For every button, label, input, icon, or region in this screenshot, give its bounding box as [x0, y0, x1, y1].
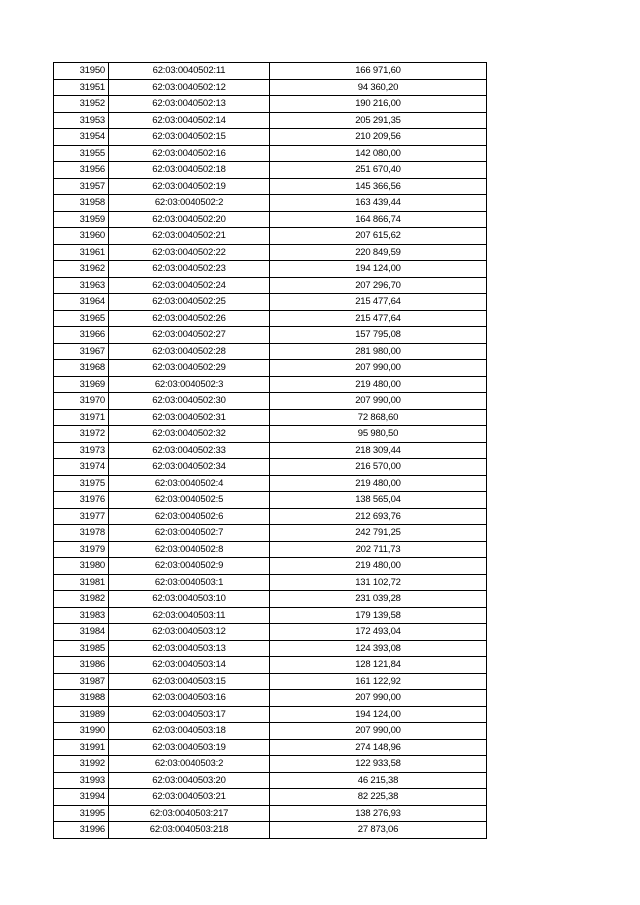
row-number-cell: 31968: [54, 360, 109, 377]
cadastral-value-cell: 219 480,00: [270, 475, 487, 492]
cadastral-number-cell: 62:03:0040502:31: [109, 409, 270, 426]
cadastral-value-cell: 207 615,62: [270, 228, 487, 245]
table-row: [54, 541, 487, 558]
cadastral-number-cell: 62:03:0040502:11: [109, 63, 270, 80]
cadastral-number-cell: 62:03:0040502:33: [109, 442, 270, 459]
row-number-cell: 31983: [54, 607, 109, 624]
cadastral-value-table: [53, 62, 487, 839]
table-row: [54, 63, 487, 80]
cadastral-value-cell: 46 215,38: [270, 772, 487, 789]
cadastral-number-cell: 62:03:0040503:20: [109, 772, 270, 789]
row-number-cell: 31957: [54, 178, 109, 195]
row-number-cell: 31967: [54, 343, 109, 360]
cadastral-value-cell: 142 080,00: [270, 145, 487, 162]
row-number-cell: 31972: [54, 426, 109, 443]
table-row: [54, 591, 487, 608]
cadastral-number-cell: 62:03:0040502:19: [109, 178, 270, 195]
row-number-cell: 31989: [54, 706, 109, 723]
cadastral-number-cell: 62:03:0040502:2: [109, 195, 270, 212]
cadastral-value-cell: 274 148,96: [270, 739, 487, 756]
cadastral-value-cell: 27 873,06: [270, 822, 487, 839]
table-row: [54, 772, 487, 789]
cadastral-number-cell: 62:03:0040502:4: [109, 475, 270, 492]
table-row: [54, 558, 487, 575]
cadastral-value-cell: 164 866,74: [270, 211, 487, 228]
cadastral-number-cell: 62:03:0040503:21: [109, 789, 270, 806]
cadastral-value-cell: 242 791,25: [270, 525, 487, 542]
cadastral-value-cell: 202 711,73: [270, 541, 487, 558]
table-row: [54, 492, 487, 509]
cadastral-number-cell: 62:03:0040503:17: [109, 706, 270, 723]
cadastral-number-cell: 62:03:0040502:13: [109, 96, 270, 113]
cadastral-value-cell: 212 693,76: [270, 508, 487, 525]
row-number-cell: 31985: [54, 640, 109, 657]
cadastral-number-cell: 62:03:0040503:15: [109, 673, 270, 690]
cadastral-value-cell: 190 216,00: [270, 96, 487, 113]
cadastral-number-cell: 62:03:0040503:14: [109, 657, 270, 674]
cadastral-number-cell: 62:03:0040503:218: [109, 822, 270, 839]
table-row: [54, 211, 487, 228]
cadastral-value-cell: 122 933,58: [270, 756, 487, 773]
cadastral-value-cell: 219 480,00: [270, 558, 487, 575]
cadastral-number-cell: 62:03:0040502:32: [109, 426, 270, 443]
row-number-cell: 31980: [54, 558, 109, 575]
cadastral-value-cell: 172 493,04: [270, 624, 487, 641]
row-number-cell: 31958: [54, 195, 109, 212]
cadastral-number-cell: 62:03:0040502:23: [109, 261, 270, 278]
cadastral-value-cell: 194 124,00: [270, 261, 487, 278]
cadastral-value-cell: 251 670,40: [270, 162, 487, 179]
row-number-cell: 31984: [54, 624, 109, 641]
row-number-cell: 31995: [54, 805, 109, 822]
cadastral-number-cell: 62:03:0040502:7: [109, 525, 270, 542]
table-row: [54, 195, 487, 212]
row-number-cell: 31978: [54, 525, 109, 542]
cadastral-number-cell: 62:03:0040503:18: [109, 723, 270, 740]
row-number-cell: 31976: [54, 492, 109, 509]
cadastral-number-cell: 62:03:0040502:30: [109, 393, 270, 410]
table-row: [54, 426, 487, 443]
row-number-cell: 31986: [54, 657, 109, 674]
table-row: [54, 789, 487, 806]
table-row: [54, 673, 487, 690]
row-number-cell: 31960: [54, 228, 109, 245]
table-row: [54, 805, 487, 822]
cadastral-value-cell: 218 309,44: [270, 442, 487, 459]
cadastral-value-cell: 138 276,93: [270, 805, 487, 822]
cadastral-value-cell: 216 570,00: [270, 459, 487, 476]
cadastral-number-cell: 62:03:0040502:16: [109, 145, 270, 162]
row-number-cell: 31965: [54, 310, 109, 327]
row-number-cell: 31963: [54, 277, 109, 294]
cadastral-value-cell: 163 439,44: [270, 195, 487, 212]
cadastral-value-cell: 128 121,84: [270, 657, 487, 674]
table-row: [54, 79, 487, 96]
cadastral-value-cell: 124 393,08: [270, 640, 487, 657]
row-number-cell: 31964: [54, 294, 109, 311]
cadastral-number-cell: 62:03:0040503:13: [109, 640, 270, 657]
table-row: [54, 475, 487, 492]
cadastral-number-cell: 62:03:0040502:8: [109, 541, 270, 558]
table-row: [54, 723, 487, 740]
cadastral-number-cell: 62:03:0040502:14: [109, 112, 270, 129]
table-body: [54, 63, 487, 839]
cadastral-number-cell: 62:03:0040502:28: [109, 343, 270, 360]
row-number-cell: 31977: [54, 508, 109, 525]
cadastral-number-cell: 62:03:0040503:10: [109, 591, 270, 608]
cadastral-number-cell: 62:03:0040502:18: [109, 162, 270, 179]
row-number-cell: 31992: [54, 756, 109, 773]
table-row: [54, 624, 487, 641]
cadastral-value-cell: 215 477,64: [270, 294, 487, 311]
row-number-cell: 31979: [54, 541, 109, 558]
row-number-cell: 31988: [54, 690, 109, 707]
row-number-cell: 31951: [54, 79, 109, 96]
cadastral-value-cell: 157 795,08: [270, 327, 487, 344]
cadastral-number-cell: 62:03:0040502:20: [109, 211, 270, 228]
table-row: [54, 822, 487, 839]
cadastral-number-cell: 62:03:0040502:29: [109, 360, 270, 377]
cadastral-value-cell: 179 139,58: [270, 607, 487, 624]
cadastral-value-cell: 205 291,35: [270, 112, 487, 129]
row-number-cell: 31961: [54, 244, 109, 261]
table-row: [54, 244, 487, 261]
cadastral-value-cell: 220 849,59: [270, 244, 487, 261]
cadastral-number-cell: 62:03:0040502:6: [109, 508, 270, 525]
cadastral-number-cell: 62:03:0040502:15: [109, 129, 270, 146]
table-row: [54, 96, 487, 113]
row-number-cell: 31991: [54, 739, 109, 756]
cadastral-value-cell: 194 124,00: [270, 706, 487, 723]
cadastral-number-cell: 62:03:0040502:21: [109, 228, 270, 245]
table-row: [54, 178, 487, 195]
row-number-cell: 31969: [54, 376, 109, 393]
table-row: [54, 756, 487, 773]
cadastral-number-cell: 62:03:0040502:34: [109, 459, 270, 476]
row-number-cell: 31955: [54, 145, 109, 162]
cadastral-number-cell: 62:03:0040502:26: [109, 310, 270, 327]
table-row: [54, 525, 487, 542]
table-row: [54, 657, 487, 674]
cadastral-number-cell: 62:03:0040503:1: [109, 574, 270, 591]
cadastral-number-cell: 62:03:0040502:25: [109, 294, 270, 311]
row-number-cell: 31956: [54, 162, 109, 179]
table-row: [54, 261, 487, 278]
table-row: [54, 294, 487, 311]
table-row: [54, 640, 487, 657]
cadastral-number-cell: 62:03:0040503:217: [109, 805, 270, 822]
cadastral-value-cell: 94 360,20: [270, 79, 487, 96]
cadastral-value-cell: 207 990,00: [270, 360, 487, 377]
cadastral-value-cell: 72 868,60: [270, 409, 487, 426]
cadastral-value-cell: 215 477,64: [270, 310, 487, 327]
table-row: [54, 327, 487, 344]
cadastral-number-cell: 62:03:0040502:12: [109, 79, 270, 96]
table-row: [54, 343, 487, 360]
row-number-cell: 31954: [54, 129, 109, 146]
row-number-cell: 31973: [54, 442, 109, 459]
table-row: [54, 706, 487, 723]
row-number-cell: 31971: [54, 409, 109, 426]
row-number-cell: 31959: [54, 211, 109, 228]
cadastral-value-cell: 207 990,00: [270, 690, 487, 707]
row-number-cell: 31990: [54, 723, 109, 740]
cadastral-value-cell: 138 565,04: [270, 492, 487, 509]
cadastral-number-cell: 62:03:0040503:19: [109, 739, 270, 756]
row-number-cell: 31996: [54, 822, 109, 839]
cadastral-value-cell: 207 990,00: [270, 393, 487, 410]
table-row: [54, 360, 487, 377]
cadastral-value-cell: 95 980,50: [270, 426, 487, 443]
table-row: [54, 112, 487, 129]
cadastral-value-cell: 82 225,38: [270, 789, 487, 806]
table-row: [54, 228, 487, 245]
row-number-cell: 31966: [54, 327, 109, 344]
table-row: [54, 129, 487, 146]
table-row: [54, 409, 487, 426]
cadastral-number-cell: 62:03:0040502:9: [109, 558, 270, 575]
table-row: [54, 277, 487, 294]
cadastral-value-cell: 207 990,00: [270, 723, 487, 740]
row-number-cell: 31987: [54, 673, 109, 690]
row-number-cell: 31952: [54, 96, 109, 113]
row-number-cell: 31981: [54, 574, 109, 591]
table-row: [54, 690, 487, 707]
cadastral-value-cell: 210 209,56: [270, 129, 487, 146]
cadastral-value-cell: 166 971,60: [270, 63, 487, 80]
cadastral-number-cell: 62:03:0040502:3: [109, 376, 270, 393]
table-row: [54, 739, 487, 756]
row-number-cell: 31994: [54, 789, 109, 806]
cadastral-value-cell: 161 122,92: [270, 673, 487, 690]
table-row: [54, 376, 487, 393]
cadastral-number-cell: 62:03:0040502:5: [109, 492, 270, 509]
cadastral-value-cell: 231 039,28: [270, 591, 487, 608]
table-row: [54, 459, 487, 476]
cadastral-number-cell: 62:03:0040503:11: [109, 607, 270, 624]
row-number-cell: 31950: [54, 63, 109, 80]
table-row: [54, 162, 487, 179]
cadastral-number-cell: 62:03:0040502:22: [109, 244, 270, 261]
row-number-cell: 31982: [54, 591, 109, 608]
row-number-cell: 31993: [54, 772, 109, 789]
table-row: [54, 574, 487, 591]
row-number-cell: 31962: [54, 261, 109, 278]
row-number-cell: 31970: [54, 393, 109, 410]
row-number-cell: 31953: [54, 112, 109, 129]
cadastral-number-cell: 62:03:0040503:2: [109, 756, 270, 773]
table-row: [54, 393, 487, 410]
cadastral-value-cell: 281 980,00: [270, 343, 487, 360]
table-row: [54, 508, 487, 525]
table-row: [54, 442, 487, 459]
cadastral-value-cell: 219 480,00: [270, 376, 487, 393]
cadastral-number-cell: 62:03:0040502:24: [109, 277, 270, 294]
table-row: [54, 310, 487, 327]
cadastral-number-cell: 62:03:0040503:12: [109, 624, 270, 641]
cadastral-number-cell: 62:03:0040502:27: [109, 327, 270, 344]
table-row: [54, 607, 487, 624]
cadastral-value-cell: 145 366,56: [270, 178, 487, 195]
row-number-cell: 31974: [54, 459, 109, 476]
cadastral-value-cell: 131 102,72: [270, 574, 487, 591]
row-number-cell: 31975: [54, 475, 109, 492]
table-row: [54, 145, 487, 162]
cadastral-number-cell: 62:03:0040503:16: [109, 690, 270, 707]
cadastral-value-cell: 207 296,70: [270, 277, 487, 294]
